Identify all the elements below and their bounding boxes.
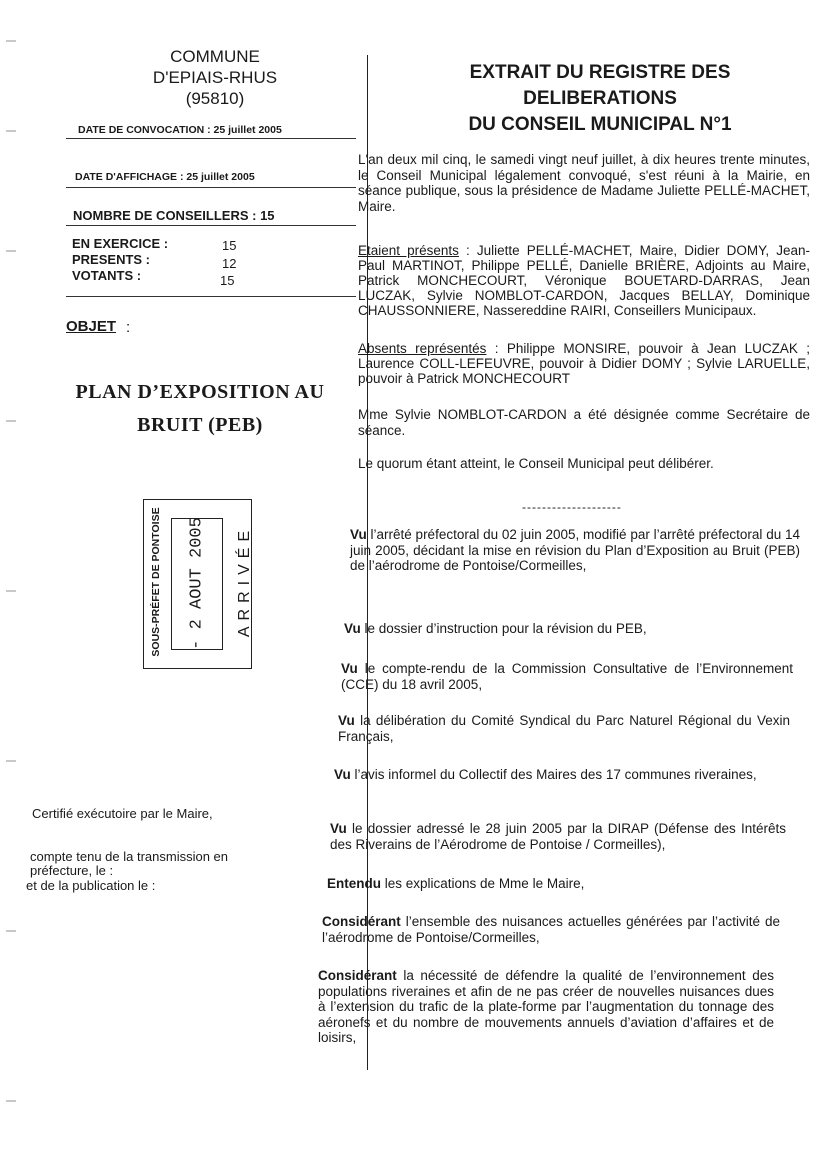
commune-line: D'EPIAIS-RHUS (152, 68, 278, 87)
objet-title-line: PLAN D’EXPOSITION AU (75, 381, 325, 403)
separator: -------------------- (522, 500, 622, 514)
motif-item (341, 661, 793, 692)
certifie-text: Certifié exécutoire par le Maire, (32, 806, 213, 821)
divider (66, 225, 356, 226)
absents-text: : Philippe MONSIRE, pouvoir à Jean LUCZAK ; Laurence COLL-LEFEUVRE, pouvoir à Didier DOMY ; Sylvie LARUELLE, pouvoir à Patrick MONCHECOURT (358, 341, 810, 386)
objet-label: OBJET (66, 318, 117, 335)
motif-lead: Vu (341, 661, 358, 676)
margin-mark (6, 40, 16, 42)
count-value: 15 (220, 273, 235, 288)
margin-mark (6, 590, 16, 592)
stamp-prefecture: SOUS-PRÉFET DE PONTOISE (150, 507, 162, 657)
motif-lead: Vu (350, 527, 367, 542)
register-title-line: EXTRAIT DU REGISTRE DES (469, 62, 731, 83)
motif-text: le dossier d’instruction pour la révision du PEB, (360, 621, 647, 636)
date-convocation: DATE DE CONVOCATION : 25 juillet 2005 (78, 124, 282, 136)
motif-text: la nécessité de défendre la qualité de l’environnement des populations riveraines et afin de ne pas créer de nouvelles nuisances dues à l’extension du trafic de la plate-forme par l’augmentation du tonnage des aéronefs et du nombre de mouvements annuels d’aviation d’affaires et de loisirs, (318, 968, 774, 1045)
motif-text: la délibération du Comité Syndical du Parc Naturel Régional du Vexin Français, (338, 713, 790, 744)
count-label: VOTANTS : (72, 268, 142, 283)
objet-title-line: BRUIT (PEB) (137, 414, 263, 436)
motif-text: le dossier adressé le 28 juin 2005 par la DIRAP (Défense des Intérêts des Riverains de l’Aérodrome de Pontoise / Cormeilles), (330, 821, 786, 852)
motif-lead: Entendu (327, 876, 381, 891)
motif-text: l’ensemble des nuisances actuelles générées par l’activité de l’aérodrome de Pontoise/Cormeilles, (322, 914, 780, 945)
motif-item (344, 621, 794, 637)
motif-text: les explications de Mme le Maire, (381, 876, 585, 891)
commune-line: (95810) (185, 89, 245, 108)
absents-paragraph (358, 341, 810, 386)
divider (66, 138, 356, 139)
motif-item (350, 527, 800, 574)
prefecture-text: préfecture, le : (30, 863, 114, 878)
quorum-paragraph: Le quorum étant atteint, le Conseil Municipal peut délibérer. (358, 456, 714, 471)
presents-text: : Juliette PELLÉ-MACHET, Maire, Didier DOMY, Jean-Paul MARTINOT, Philippe PELLÉ, Danielle BRIÈRE, Adjoints au Maire, Patrick MONCHECOURT, Véronique BOUETARD-DARRAS, Jean LUCZAK, Sylvie NOMBLOT-CARDON, Jacques BELLAY, Dominique CHAUSSONNIERE, Nassereddine RAIRI, Conseillers Municipaux. (358, 243, 811, 318)
motif-item (322, 914, 780, 945)
margin-mark (6, 760, 16, 762)
commune-line: COMMUNE (170, 47, 260, 66)
absents-label: Absents représentés (358, 341, 487, 356)
motif-lead: Vu (330, 821, 347, 836)
publication-text: et de la publication le : (26, 878, 156, 893)
motif-item (327, 876, 783, 892)
count-value: 12 (222, 256, 237, 271)
margin-mark (6, 420, 16, 422)
register-title (430, 60, 770, 138)
compte-tenu-text: compte tenu de la transmission en (30, 849, 228, 864)
motif-text: le compte-rendu de la Commission Consultative de l’Environnement (CCE) du 18 avril 2005, (341, 661, 793, 692)
count-label: PRESENTS : (72, 252, 151, 267)
stamp-arrivee: ARRIVÉE (236, 524, 253, 638)
stamp-date: - 2 AOUT 2005 (187, 517, 207, 650)
objet-colon: : (126, 319, 131, 336)
count-label: EN EXERCICE : (72, 236, 169, 251)
presents-paragraph (358, 243, 810, 318)
motif-item (338, 713, 790, 744)
motif-lead: Considérant (318, 968, 397, 983)
divider (66, 296, 356, 297)
margin-mark (6, 130, 16, 132)
arrival-stamp (143, 499, 252, 669)
register-title-line: DU CONSEIL MUNICIPAL N°1 (468, 114, 732, 135)
presents-label: Etaient présents (358, 243, 459, 258)
motif-item (330, 821, 786, 852)
motif-lead: Vu (338, 713, 355, 728)
margin-mark (6, 930, 16, 932)
intro-paragraph: L'an deux mil cinq, le samedi vingt neuf juillet, à dix heures trente minutes, le Conseil Municipal légalement convoqué, s'est réuni à la Mairie, en séance publique, sous la présidence de Madame Juliette PELLÉ-MACHET, Maire. (358, 152, 810, 214)
motif-text: l’avis informel du Collectif des Maires des 17 communes riveraines, (350, 767, 757, 782)
date-affichage: DATE D'AFFICHAGE : 25 juillet 2005 (75, 171, 255, 183)
nombre-conseillers: NOMBRE DE CONSEILLERS : 15 (73, 208, 275, 223)
margin-mark (6, 1100, 16, 1102)
motif-item (318, 968, 774, 1046)
margin-mark (6, 250, 16, 252)
stamp-date-box (171, 518, 223, 650)
motif-item (334, 767, 786, 783)
register-title-line: DELIBERATIONS (523, 88, 677, 109)
motif-text: l’arrêté préfectoral du 02 juin 2005, modifié par l’arrêté préfectoral du 14 juin 2005, décidant la mise en révision du Plan d’Exposition au Bruit (PEB) de l’aérodrome de Pontoise/Cormeilles, (350, 527, 800, 573)
secretaire-paragraph: Mme Sylvie NOMBLOT-CARDON a été désignée comme Secrétaire de séance. (358, 407, 810, 438)
count-value: 15 (222, 238, 237, 253)
motif-lead: Considérant (322, 914, 401, 929)
divider (66, 187, 356, 188)
motif-lead: Vu (334, 767, 351, 782)
motif-lead: Vu (344, 621, 361, 636)
commune-header (140, 46, 290, 109)
objet-title (60, 376, 340, 442)
